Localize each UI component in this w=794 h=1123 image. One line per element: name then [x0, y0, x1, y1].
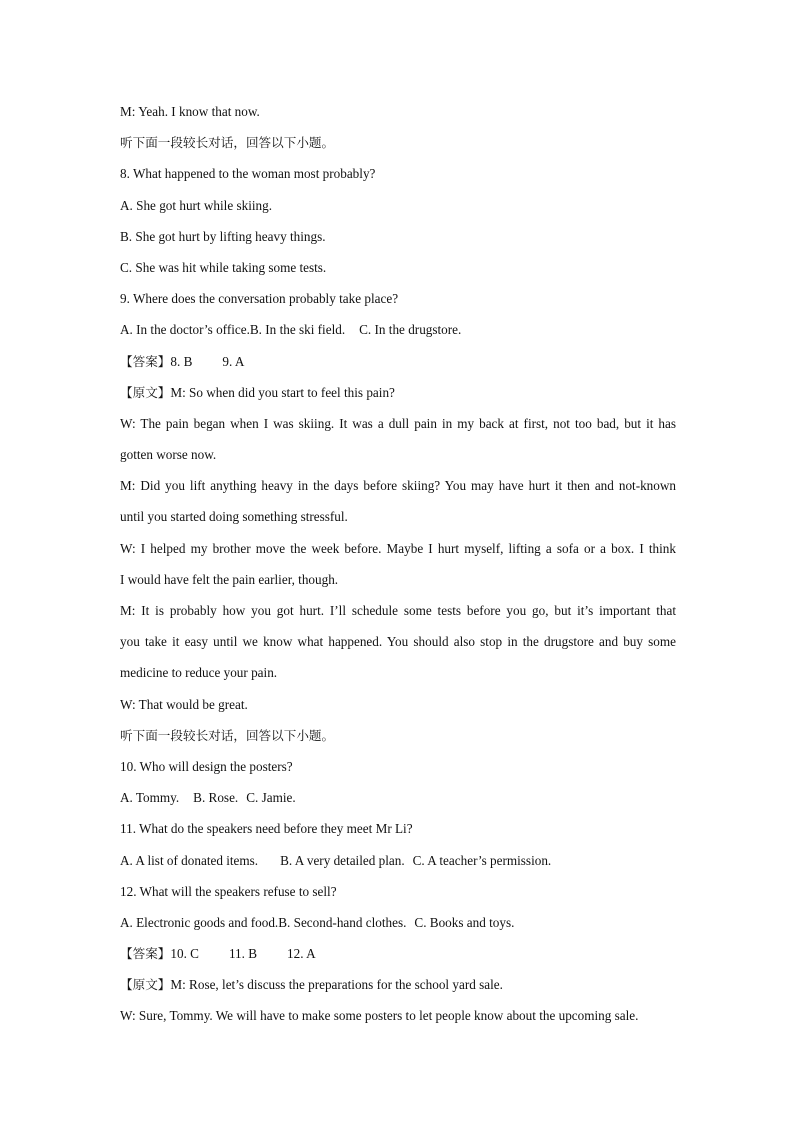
- question-10-option-c: C. Jamie.: [246, 790, 296, 806]
- dialogue-line: W: I helped my brother move the week before. Maybe I hurt myself, lifting a sofa or a box. I think: [120, 540, 676, 556]
- original-text-line-2: [120, 969, 676, 1000]
- answer-11: 11. B: [228, 946, 258, 962]
- original-text-label: 【原文】: [120, 384, 171, 400]
- dialogue-line: medicine to reduce your pain.: [120, 665, 278, 681]
- dialogue-line: gotten worse now.: [120, 447, 217, 463]
- question-10-options: [120, 782, 676, 813]
- question-10: 10. Who will design the posters?: [120, 758, 293, 774]
- question-8-option-b: B. She got hurt by lifting heavy things.: [120, 228, 326, 244]
- question-12: 12. What will the speakers refuse to sell?: [120, 883, 337, 899]
- dialogue-line: I would have felt the pain earlier, though.: [120, 571, 339, 587]
- question-9-options: [120, 314, 676, 345]
- section-instruction: 听下面一段较长对话，回答以下小题。: [120, 727, 335, 743]
- dialogue-line: you take it easy until we know what happened. You should also stop in the drugstore and buy some: [120, 634, 676, 650]
- answer-12: 12. A: [287, 946, 316, 962]
- answer-10: 10. C: [170, 946, 199, 962]
- question-9-option-a: A. In the doctor’s office.: [120, 322, 250, 338]
- dialogue-line: M: So when did you start to feel this pain?: [170, 384, 395, 400]
- question-10-option-b: B. Rose.: [193, 790, 239, 806]
- dialogue-line: W: Sure, Tommy. We will have to make some posters to let people know about the upcoming sale.: [120, 1008, 639, 1024]
- answer-line-2: [120, 938, 676, 969]
- question-11-option-a: A. A list of donated items.: [120, 852, 259, 868]
- dialogue-line: M: Rose, let’s discuss the preparations for the school yard sale.: [170, 977, 503, 993]
- dialogue-line: M: It is probably how you got hurt. I’ll schedule some tests before you go, but it’s important that: [120, 603, 676, 618]
- answer-label: 【答案】: [120, 353, 171, 369]
- question-11-options: [120, 845, 676, 876]
- question-12-option-a: A. Electronic goods and food.: [120, 914, 279, 930]
- question-11-option-c: C. A teacher’s permission.: [412, 852, 552, 868]
- answer-8: 8. B: [170, 353, 193, 369]
- dialogue-line: until you started doing something stressful.: [120, 509, 348, 525]
- answer-label: 【答案】: [120, 946, 171, 962]
- dialogue-line: W: That would be great.: [120, 696, 248, 712]
- question-9-option-c: C. In the drugstore.: [359, 322, 462, 338]
- answer-line-1: [120, 346, 676, 377]
- question-12-option-c: C. Books and toys.: [414, 914, 515, 930]
- question-8: 8. What happened to the woman most probably?: [120, 166, 376, 182]
- answer-9: 9. A: [222, 353, 245, 369]
- question-12-option-b: B. Second-hand clothes.: [278, 914, 407, 930]
- section-instruction: 听下面一段较长对话，回答以下小题。: [120, 135, 335, 151]
- dialogue-line: M: Did you lift anything heavy in the days before skiing? You may have hurt it then and not-known: [120, 478, 676, 494]
- document-page: [120, 96, 676, 1032]
- question-9-option-b: B. In the ski field.: [249, 322, 346, 338]
- original-text-line-1: [120, 377, 676, 408]
- question-12-options: [120, 907, 676, 938]
- question-11: 11. What do the speakers need before they meet Mr Li?: [120, 821, 413, 837]
- question-8-option-c: C. She was hit while taking some tests.: [120, 259, 327, 275]
- question-10-option-a: A. Tommy.: [120, 790, 180, 806]
- dialogue-line: W: The pain began when I was skiing. It was a dull pain in my back at first, not too bad, but it has: [120, 415, 676, 431]
- original-text-label: 【原文】: [120, 977, 171, 993]
- dialogue-line: M: Yeah. I know that now.: [120, 104, 260, 119]
- question-8-option-a: A. She got hurt while skiing.: [120, 197, 273, 213]
- question-9: 9. Where does the conversation probably take place?: [120, 291, 399, 307]
- question-11-option-b: B. A very detailed plan.: [280, 852, 405, 868]
